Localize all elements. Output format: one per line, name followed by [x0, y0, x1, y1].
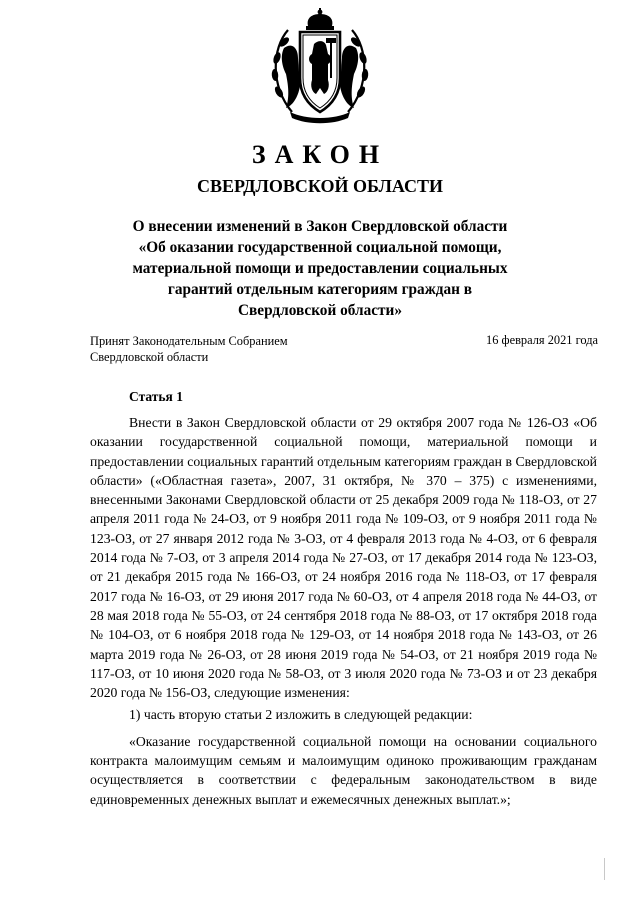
article-body — [90, 413, 597, 809]
law-title: ЗАКОН — [251, 140, 389, 169]
article-item: 1) часть вторую статьи 2 изложить в следующей редакции: — [129, 707, 473, 723]
law-region: СВЕРДЛОВСКОЙ ОБЛАСТИ — [197, 176, 443, 196]
adoption-line: Свердловской области — [90, 350, 209, 364]
law-subtitle — [90, 216, 550, 321]
subtitle-line: «Об оказании государственной социальной помощи, — [138, 239, 502, 256]
article-paragraph: Внести в Закон Свердловской области от 29 октября 2007 года № 126-ОЗ «Об оказании государственной социальной помощи, материальной помощи и предоставлении социальных гарантий отдельным категориям граждан в Свердловской области» («Областная газета», 2007, 31 октября, № 370 – 375) с изменениями, внесенными Законами Свердловской области от 25 декабря 2009 года № 118-ОЗ, от 27 апреля 2011 года № 24-ОЗ, от 9 ноября 2011 года № 109-ОЗ, от 9 ноября 2011 года № 123-ОЗ, от 27 января 2012 года № 3-ОЗ, от 4 февраля 2013 года № 4-ОЗ, от 6 февраля 2014 года № 7-ОЗ, от 3 апреля 2014 года № 27-ОЗ, от 17 декабря 2014 года № 123-ОЗ, от 21 декабря 2015 года № 166-ОЗ, от 24 ноября 2016 года № 118-ОЗ, от 17 февраля 2017 года № 16-ОЗ, от 29 июня 2017 года № 60-ОЗ, от 4 апреля 2018 года № 44-ОЗ, от 28 мая 2018 года № 55-ОЗ, от 24 сентября 2018 года № 88-ОЗ, от 17 октября 2018 года № 104-ОЗ, от 6 ноября 2018 года № 129-ОЗ, от 14 ноября 2018 года № 143-ОЗ, от 26 марта 2019 года № 26-ОЗ, от 28 июня 2019 года № 54-ОЗ, от 21 ноября 2019 года № 117-ОЗ, от 10 июня 2020 года № 58-ОЗ, от 3 июля 2020 года № 73-ОЗ и от 23 декабря 2020 года № 156-ОЗ, следующие изменения: — [90, 415, 597, 701]
adoption-line: Принят Законодательным Собранием — [90, 334, 288, 348]
subtitle-line: гарантий отдельным категориям граждан в — [167, 281, 473, 298]
article-heading: Статья 1 — [129, 389, 183, 404]
adoption-date: 16 февраля 2021 года — [486, 333, 598, 347]
subtitle-line: Свердловской области» — [237, 302, 403, 319]
scan-mark — [604, 858, 605, 880]
article-quote: «Оказание государственной социальной помощи на основании социального контракта малоимущим семьям и малоимущим одиноко проживающим гражданам осуществляется в соответствии с федеральным законодательством в виде единовременных денежных выплат и ежемесячных денежных выплат.»; — [90, 733, 597, 807]
coat-of-arms-emblem — [262, 8, 378, 126]
subtitle-line: материальной помощи и предоставлении социальных — [132, 260, 508, 277]
crown-icon — [306, 8, 334, 30]
adoption-body — [90, 333, 288, 365]
subtitle-line: О внесении изменений в Закон Свердловской области — [132, 218, 508, 235]
